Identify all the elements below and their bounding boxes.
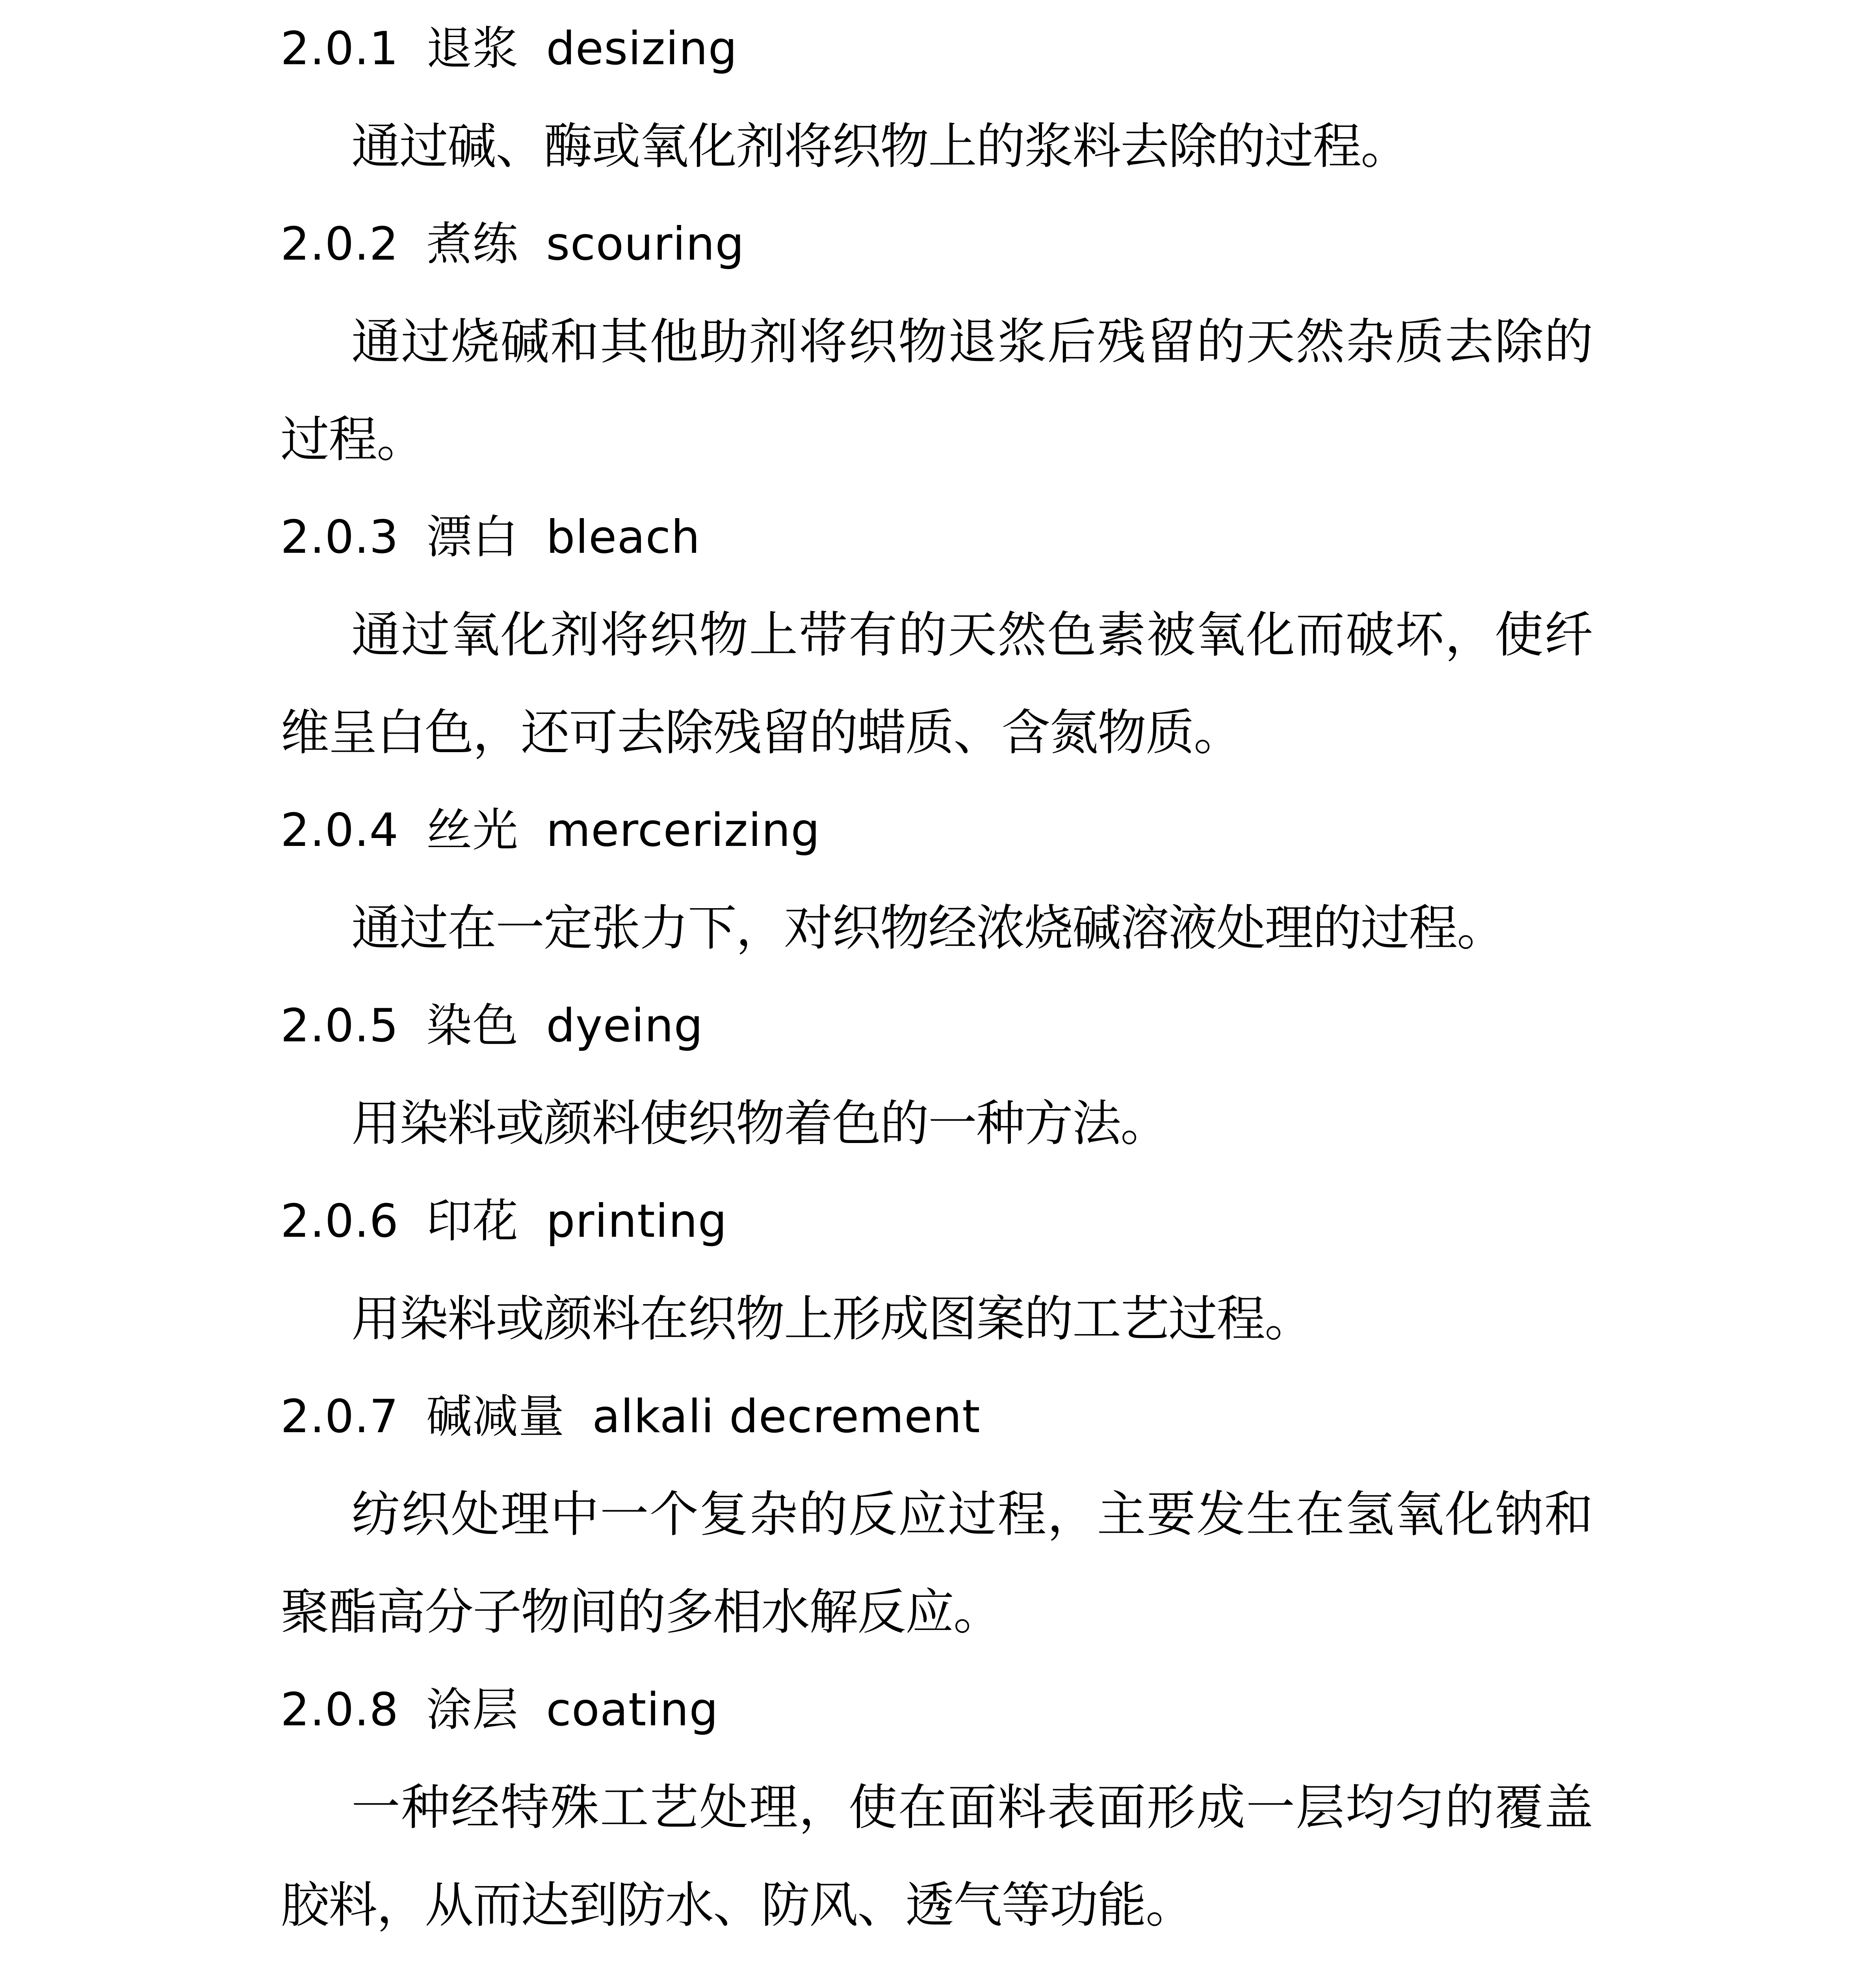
term-chinese: 丝光	[426, 804, 519, 857]
document-page	[280, 0, 1592, 1970]
term-english: printing	[546, 1195, 728, 1248]
term-definition: 通过氧化剂将织物上带有的天然色素被氧化而破坏，使纤维呈白色，还可去除残留的蜡质、含氮物质。	[280, 607, 1592, 761]
term-heading	[280, 1368, 1592, 1466]
term-number: 2.0.4	[280, 804, 399, 857]
term-number: 2.0.3	[280, 511, 399, 564]
term-definition: 用染料或颜料在织物上形成图案的工艺过程。	[351, 1291, 1313, 1347]
term-english	[592, 1954, 1023, 1970]
term-heading	[280, 1954, 1592, 1970]
term-chinese: 印花	[426, 1195, 519, 1248]
term-definition: 一种经特殊工艺处理，使在面料表面形成一层均匀的覆盖胶料，从而达到防水、防风、透气等功能。	[280, 1779, 1592, 1934]
term-number: 2.0.2	[280, 217, 399, 271]
term-chinese: 碱减量	[426, 1390, 565, 1443]
term-heading	[280, 977, 1592, 1075]
term-heading	[280, 0, 1592, 98]
term-chinese: 涂层	[426, 1683, 519, 1736]
term-english: coating	[546, 1683, 719, 1736]
term-english: mercerizing	[546, 804, 820, 857]
term-chinese: 煮练	[426, 217, 519, 271]
term-number: 2.0.7	[280, 1390, 399, 1443]
term-english: bleach	[546, 511, 700, 564]
term-definition: 用染料或颜料使织物着色的一种方法。	[351, 1095, 1169, 1152]
term-heading	[280, 782, 1592, 879]
term-heading	[280, 489, 1592, 586]
term-english: dyeing	[546, 999, 704, 1052]
term-chinese	[426, 1954, 565, 1970]
term-english: scouring	[546, 217, 745, 271]
term-definition: 纺织处理中一个复杂的反应过程，主要发生在氢氧化钠和聚酯高分子物间的多相水解反应。	[280, 1486, 1592, 1641]
term-number: 2.0.5	[280, 999, 399, 1052]
term-definition: 通过碱、酶或氧化剂将织物上的浆料去除的过程。	[351, 118, 1409, 175]
term-chinese: 染色	[426, 999, 519, 1052]
term-definition: 通过烧碱和其他助剂将织物退浆后残留的天然杂质去除的过程。	[280, 314, 1592, 468]
term-number: 2.0.1	[280, 22, 399, 75]
term-heading	[280, 195, 1592, 293]
term-english: desizing	[546, 22, 738, 75]
term-definition: 通过在一定张力下，对织物经浓烧碱溶液处理的过程。	[351, 900, 1505, 957]
term-number: 2.0.6	[280, 1195, 399, 1248]
term-heading	[280, 1173, 1592, 1270]
term-chinese: 退浆	[426, 22, 519, 75]
term-number	[280, 1954, 399, 1970]
term-number: 2.0.8	[280, 1683, 399, 1736]
term-chinese: 漂白	[426, 511, 519, 564]
term-heading	[280, 1661, 1592, 1759]
term-english: alkali decrement	[592, 1390, 981, 1443]
